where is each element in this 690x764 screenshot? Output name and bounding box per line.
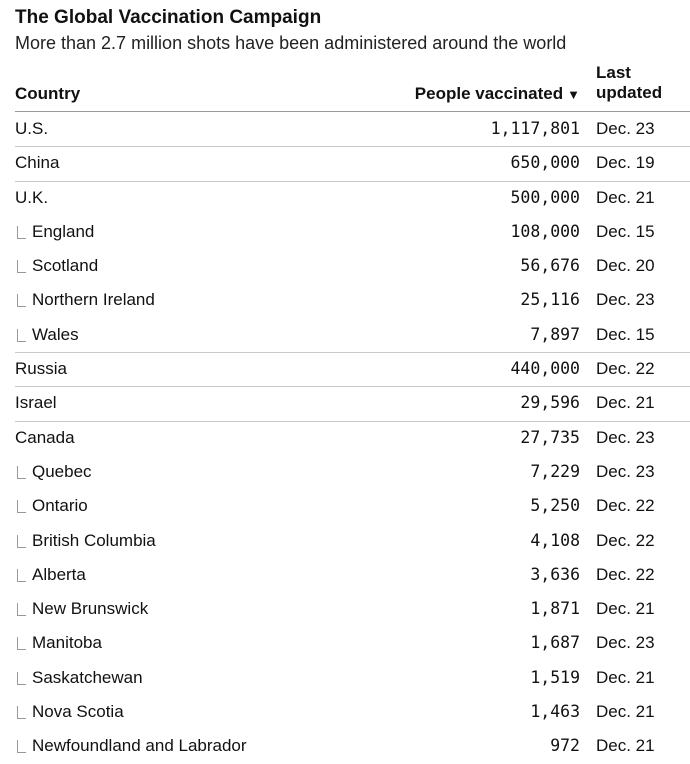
subregion-name: Alberta <box>32 564 86 584</box>
subregion-branch-icon <box>17 672 26 685</box>
subregion-name: Northern Ireland <box>32 290 155 310</box>
subregion-branch-icon <box>17 500 26 513</box>
table-row <box>0 626 690 660</box>
table-row <box>0 181 690 215</box>
subregion-branch-icon <box>17 466 26 479</box>
people-vaccinated-value: 440,000 <box>510 359 580 379</box>
country-name: China <box>15 153 60 173</box>
column-header-last-updated[interactable] <box>596 63 662 103</box>
table-row <box>0 455 690 489</box>
subregion-name: Scotland <box>32 256 99 276</box>
people-vaccinated-value: 650,000 <box>510 153 580 173</box>
column-header-last-line2: updated <box>596 83 663 102</box>
last-updated-value: Dec. 21 <box>596 667 655 687</box>
table-row <box>0 558 690 592</box>
subregion-branch-icon <box>17 569 26 582</box>
table-row <box>0 729 690 763</box>
table-row <box>0 215 690 249</box>
subregion-branch-icon <box>17 294 26 307</box>
last-updated-value: Dec. 23 <box>596 461 655 481</box>
people-vaccinated-value: 1,871 <box>530 599 580 619</box>
table-row <box>0 249 690 283</box>
subregion-branch-icon <box>17 329 26 342</box>
subregion-name: British Columbia <box>32 530 156 550</box>
column-header-country[interactable]: Country <box>15 84 81 103</box>
table-row <box>0 695 690 729</box>
last-updated-value: Dec. 23 <box>596 633 655 653</box>
people-vaccinated-value: 3,636 <box>530 564 580 584</box>
subregion-name: New Brunswick <box>32 599 149 619</box>
last-updated-value: Dec. 22 <box>596 564 655 584</box>
people-vaccinated-value: 25,116 <box>520 290 580 310</box>
subregion-name: Quebec <box>32 461 92 481</box>
last-updated-value: Dec. 22 <box>596 359 655 379</box>
people-vaccinated-value: 1,687 <box>530 633 580 653</box>
subregion-branch-icon <box>17 260 26 273</box>
people-vaccinated-value: 5,250 <box>530 496 580 516</box>
table-row <box>0 112 690 146</box>
table-row <box>0 524 690 558</box>
table-row <box>0 146 690 180</box>
subregion-branch-icon <box>17 603 26 616</box>
last-updated-value: Dec. 21 <box>596 702 655 722</box>
last-updated-value: Dec. 23 <box>596 290 655 310</box>
subregion-name: Manitoba <box>32 633 102 653</box>
country-name: Russia <box>15 359 67 379</box>
country-name: U.S. <box>15 119 49 138</box>
subregion-name: England <box>32 221 95 241</box>
last-updated-value: Dec. 22 <box>596 530 655 550</box>
people-vaccinated-value: 7,897 <box>530 324 580 344</box>
subregion-name: Saskatchewan <box>32 667 143 687</box>
country-name: Israel <box>15 393 57 413</box>
last-updated-value: Dec. 23 <box>596 119 655 138</box>
subregion-branch-icon <box>17 740 26 753</box>
subregion-branch-icon <box>17 226 26 239</box>
table-body <box>0 112 690 764</box>
last-updated-value: Dec. 23 <box>596 427 655 447</box>
column-header-last-line1: Last <box>596 63 631 82</box>
subregion-branch-icon <box>17 637 26 650</box>
subregion-name: Ontario <box>32 496 88 516</box>
last-updated-value: Dec. 19 <box>596 153 655 173</box>
people-vaccinated-value: 56,676 <box>520 256 580 276</box>
country-name: U.K. <box>15 187 49 207</box>
last-updated-value: Dec. 21 <box>596 599 655 619</box>
subregion-name: Nova Scotia <box>32 702 124 722</box>
subregion-name: Wales <box>32 324 79 344</box>
table-row <box>0 489 690 523</box>
last-updated-value: Dec. 21 <box>596 187 655 207</box>
table-row <box>0 386 690 420</box>
chart-subtitle: More than 2.7 million shots have been administered around the world <box>15 33 567 53</box>
sort-descending-icon: ▼ <box>567 86 580 102</box>
subregion-branch-icon <box>17 535 26 548</box>
last-updated-value: Dec. 21 <box>596 736 655 756</box>
column-header-people-vaccinated[interactable] <box>415 84 580 104</box>
people-vaccinated-value: 7,229 <box>530 461 580 481</box>
table-row <box>0 352 690 386</box>
table-row <box>0 421 690 455</box>
last-updated-value: Dec. 20 <box>596 256 655 276</box>
people-vaccinated-value: 1,117,801 <box>490 119 580 138</box>
people-vaccinated-value: 27,735 <box>520 427 580 447</box>
people-vaccinated-value: 1,519 <box>530 667 580 687</box>
people-vaccinated-value: 4,108 <box>530 530 580 550</box>
chart-title: The Global Vaccination Campaign <box>15 7 322 28</box>
people-vaccinated-value: 972 <box>550 736 580 756</box>
table-row <box>0 283 690 317</box>
table-row <box>0 592 690 626</box>
table-row <box>0 318 690 352</box>
people-vaccinated-value: 1,463 <box>530 702 580 722</box>
people-vaccinated-value: 29,596 <box>520 393 580 413</box>
last-updated-value: Dec. 15 <box>596 221 655 241</box>
people-vaccinated-value: 500,000 <box>510 187 580 207</box>
last-updated-value: Dec. 15 <box>596 324 655 344</box>
table-row <box>0 661 690 695</box>
last-updated-value: Dec. 22 <box>596 496 655 516</box>
subregion-name: Newfoundland and Labrador <box>32 736 247 756</box>
last-updated-value: Dec. 21 <box>596 393 655 413</box>
subregion-branch-icon <box>17 706 26 719</box>
country-name: Canada <box>15 427 75 447</box>
column-header-people-label: People vaccinated <box>414 84 564 103</box>
people-vaccinated-value: 108,000 <box>510 221 580 241</box>
